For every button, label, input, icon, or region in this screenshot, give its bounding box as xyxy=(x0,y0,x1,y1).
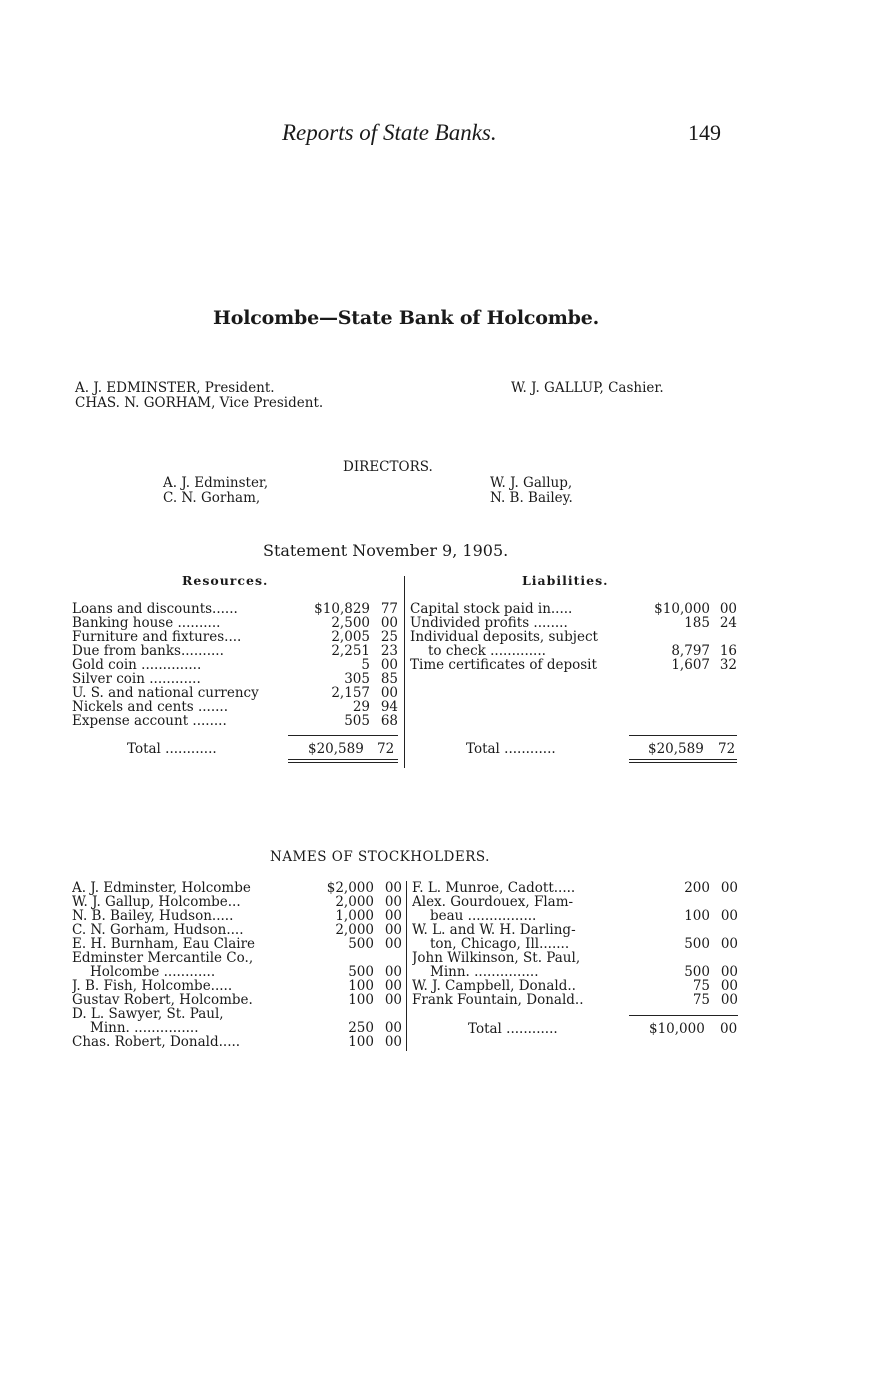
liabilities-double-rule xyxy=(629,762,737,763)
row-label: Minn. ............... xyxy=(90,1021,199,1035)
row-label: Edminster Mercantile Co., xyxy=(72,951,254,965)
ledger-row xyxy=(72,1021,402,1035)
row-label: W. J. Campbell, Donald.. xyxy=(412,979,576,993)
row-dollars xyxy=(310,951,374,965)
ledger-row xyxy=(72,937,402,951)
row-cents: 32 xyxy=(719,657,737,673)
row-cents: 00 xyxy=(720,992,738,1008)
row-cents: 00 xyxy=(384,992,402,1008)
ledger-row xyxy=(72,979,402,993)
ledger-row xyxy=(72,993,402,1007)
row-dollars: 75 xyxy=(692,992,710,1008)
row-dollars: 2,005 xyxy=(331,629,370,645)
ledger-row xyxy=(72,602,398,616)
row-dollars: 200 xyxy=(684,880,710,896)
row-dollars: 75 xyxy=(692,978,710,994)
ledger-row xyxy=(72,895,402,909)
row-dollars: 505 xyxy=(344,713,370,729)
row-label: Silver coin ............ xyxy=(72,672,201,686)
liabilities-double-rule xyxy=(629,759,737,760)
director-name: C. N. Gorham, xyxy=(163,490,261,506)
row-label: Gustav Robert, Holcombe. xyxy=(72,993,253,1007)
ledger-row xyxy=(412,951,738,965)
ledger-row xyxy=(72,686,398,700)
row-label: John Wilkinson, St. Paul, xyxy=(412,951,581,965)
row-cents xyxy=(374,951,402,965)
row-cents: 85 xyxy=(380,671,398,687)
row-cents: 00 xyxy=(380,657,398,673)
row-cents: 00 xyxy=(720,978,738,994)
row-dollars xyxy=(640,895,710,909)
row-cents: 00 xyxy=(720,908,738,924)
row-label: N. B. Bailey, Hudson..... xyxy=(72,909,234,923)
running-title: Reports of State Banks. xyxy=(282,120,497,145)
stockholders-divider xyxy=(406,881,407,1051)
row-label: Undivided profits ........ xyxy=(410,616,568,630)
row-cents: 77 xyxy=(380,601,398,617)
row-cents xyxy=(710,895,738,909)
liabilities-table xyxy=(410,602,737,672)
row-dollars: 5 xyxy=(361,657,370,673)
ledger-row xyxy=(410,644,737,658)
row-label: W. L. and W. H. Darling- xyxy=(412,923,576,937)
row-cents: 00 xyxy=(720,964,738,980)
row-label: Alex. Gourdouex, Flam- xyxy=(412,895,574,909)
row-dollars: $10,829 xyxy=(314,601,370,617)
row-cents: 00 xyxy=(384,894,402,910)
ledger-row xyxy=(72,965,402,979)
liabilities-total-dollars: $20,589 xyxy=(648,741,704,757)
ledger-row xyxy=(72,630,398,644)
bank-title: Holcombe—State Bank of Holcombe. xyxy=(213,307,600,329)
row-cents: 25 xyxy=(380,629,398,645)
row-cents: 00 xyxy=(384,936,402,952)
director-name: W. J. Gallup, xyxy=(490,475,573,491)
row-label: Capital stock paid in..... xyxy=(410,602,573,616)
row-cents: 00 xyxy=(384,880,402,896)
row-cents: 00 xyxy=(380,615,398,631)
ledger-row xyxy=(412,993,738,1007)
ledger-row xyxy=(72,658,398,672)
row-label: J. B. Fish, Holcombe..... xyxy=(72,979,233,993)
stockholders-total-dollars: $10,000 xyxy=(649,1021,705,1037)
row-label: Holcombe ............ xyxy=(90,965,216,979)
ledger-row xyxy=(72,909,402,923)
ledger-row xyxy=(412,965,738,979)
row-label: Banking house .......... xyxy=(72,616,221,630)
vice-president-line: CHAS. N. GORHAM, Vice President. xyxy=(75,395,324,411)
ledger-row xyxy=(72,644,398,658)
row-cents: 24 xyxy=(719,615,737,631)
row-dollars: 500 xyxy=(348,936,374,952)
director-name: N. B. Bailey. xyxy=(490,490,573,506)
stockholders-total-cents: 00 xyxy=(720,1021,738,1037)
ledger-row xyxy=(410,658,737,672)
row-label: beau ................ xyxy=(430,909,537,923)
ledger-row xyxy=(72,672,398,686)
officers-left xyxy=(75,381,323,411)
row-label: D. L. Sawyer, St. Paul, xyxy=(72,1007,224,1021)
ledger-row xyxy=(412,979,738,993)
row-cents: 00 xyxy=(384,1034,402,1050)
row-label: Individual deposits, subject xyxy=(410,630,598,644)
row-dollars: 500 xyxy=(684,964,710,980)
row-label: Frank Fountain, Donald.. xyxy=(412,993,584,1007)
row-dollars xyxy=(640,630,710,644)
row-cents xyxy=(710,923,738,937)
row-cents: 00 xyxy=(720,936,738,952)
row-label: A. J. Edminster, Holcombe xyxy=(72,881,251,895)
row-cents xyxy=(710,630,737,644)
row-dollars: 250 xyxy=(348,1020,374,1036)
row-label: C. N. Gorham, Hudson.... xyxy=(72,923,244,937)
row-dollars: 2,157 xyxy=(331,685,370,701)
row-dollars: $10,000 xyxy=(654,601,710,617)
row-dollars: 500 xyxy=(684,936,710,952)
row-cents: 00 xyxy=(384,978,402,994)
row-dollars: $2,000 xyxy=(326,880,374,896)
row-dollars: 500 xyxy=(348,964,374,980)
row-cents: 23 xyxy=(380,643,398,659)
row-label: U. S. and national currency xyxy=(72,686,259,700)
resources-double-rule xyxy=(288,762,398,763)
row-dollars: 2,500 xyxy=(331,615,370,631)
row-label: Time certificates of deposit xyxy=(410,658,597,672)
ledger-row xyxy=(72,1035,402,1049)
row-dollars xyxy=(310,1007,374,1021)
directors-heading: DIRECTORS. xyxy=(343,459,433,475)
row-cents: 00 xyxy=(719,601,737,617)
resources-total-rule xyxy=(288,735,398,736)
row-cents: 68 xyxy=(380,713,398,729)
row-label: to check ............. xyxy=(428,644,546,658)
resources-total-label: Total ............ xyxy=(127,741,217,757)
ledger-row xyxy=(412,937,738,951)
row-dollars: 1,000 xyxy=(335,908,374,924)
row-label: Due from banks.......... xyxy=(72,644,224,658)
row-label: Furniture and fixtures.... xyxy=(72,630,242,644)
resources-double-rule xyxy=(288,759,398,760)
directors-left xyxy=(163,476,268,506)
row-cents: 00 xyxy=(384,908,402,924)
resources-heading: Resources. xyxy=(182,573,269,588)
ledger-row xyxy=(72,700,398,714)
row-label: Chas. Robert, Donald..... xyxy=(72,1035,241,1049)
row-dollars xyxy=(640,923,710,937)
ledger-row xyxy=(72,923,402,937)
ledger-row xyxy=(412,895,738,909)
row-label: Minn. ............... xyxy=(430,965,539,979)
ledger-row xyxy=(412,923,738,937)
row-dollars: 1,607 xyxy=(671,657,710,673)
row-cents: 00 xyxy=(384,1020,402,1036)
row-dollars: 100 xyxy=(348,1034,374,1050)
ledger-row xyxy=(72,881,402,895)
president-line: A. J. EDMINSTER, President. xyxy=(75,380,275,396)
row-dollars xyxy=(640,951,710,965)
ledger-row xyxy=(72,1007,402,1021)
row-label: ton, Chicago, Ill....... xyxy=(430,937,570,951)
row-dollars: 2,000 xyxy=(335,894,374,910)
resources-total-dollars: $20,589 xyxy=(308,741,364,757)
ledger-row xyxy=(410,602,737,616)
row-label: Nickels and cents ....... xyxy=(72,700,229,714)
row-dollars: 305 xyxy=(344,671,370,687)
stockholders-right-table xyxy=(412,881,738,1007)
cashier-line: W. J. GALLUP, Cashier. xyxy=(511,380,664,396)
row-cents: 94 xyxy=(380,699,398,715)
row-dollars: 100 xyxy=(684,908,710,924)
director-name: A. J. Edminster, xyxy=(163,475,269,491)
page-number: 149 xyxy=(688,120,721,145)
row-label: Gold coin .............. xyxy=(72,658,202,672)
ledger-row xyxy=(410,616,737,630)
row-label: E. H. Burnham, Eau Claire xyxy=(72,937,256,951)
statement-divider xyxy=(404,576,405,768)
row-label: W. J. Gallup, Holcombe... xyxy=(72,895,241,909)
ledger-row xyxy=(72,714,398,728)
stockholders-total-rule xyxy=(629,1015,738,1016)
stockholders-left-table xyxy=(72,881,402,1049)
row-dollars: 2,251 xyxy=(331,643,370,659)
resources-total-cents: 72 xyxy=(377,741,395,757)
liabilities-total-cents: 72 xyxy=(718,741,736,757)
ledger-row xyxy=(412,881,738,895)
liabilities-heading: Liabilities. xyxy=(522,573,609,588)
ledger-row xyxy=(72,616,398,630)
row-cents: 00 xyxy=(384,964,402,980)
ledger-row xyxy=(72,951,402,965)
row-label: F. L. Munroe, Cadott..... xyxy=(412,881,576,895)
row-dollars: 8,797 xyxy=(671,643,710,659)
statement-title: Statement November 9, 1905. xyxy=(263,541,509,560)
stockholders-heading: NAMES OF STOCKHOLDERS. xyxy=(270,849,490,865)
row-cents xyxy=(374,1007,402,1021)
row-cents xyxy=(710,951,738,965)
row-dollars: 29 xyxy=(352,699,370,715)
stockholders-total-label: Total ............ xyxy=(468,1021,558,1037)
row-cents: 00 xyxy=(380,685,398,701)
row-dollars: 100 xyxy=(348,978,374,994)
row-dollars: 100 xyxy=(348,992,374,1008)
row-label: Loans and discounts...... xyxy=(72,602,238,616)
row-cents: 16 xyxy=(719,643,737,659)
row-cents: 00 xyxy=(384,922,402,938)
liabilities-total-rule xyxy=(629,735,737,736)
directors-right xyxy=(490,476,573,506)
ledger-row xyxy=(412,909,738,923)
resources-table xyxy=(72,602,398,728)
row-dollars: 2,000 xyxy=(335,922,374,938)
liabilities-total-label: Total ............ xyxy=(466,741,556,757)
row-cents: 00 xyxy=(720,880,738,896)
ledger-row xyxy=(410,630,737,644)
row-label: Expense account ........ xyxy=(72,714,227,728)
row-dollars: 185 xyxy=(684,615,710,631)
